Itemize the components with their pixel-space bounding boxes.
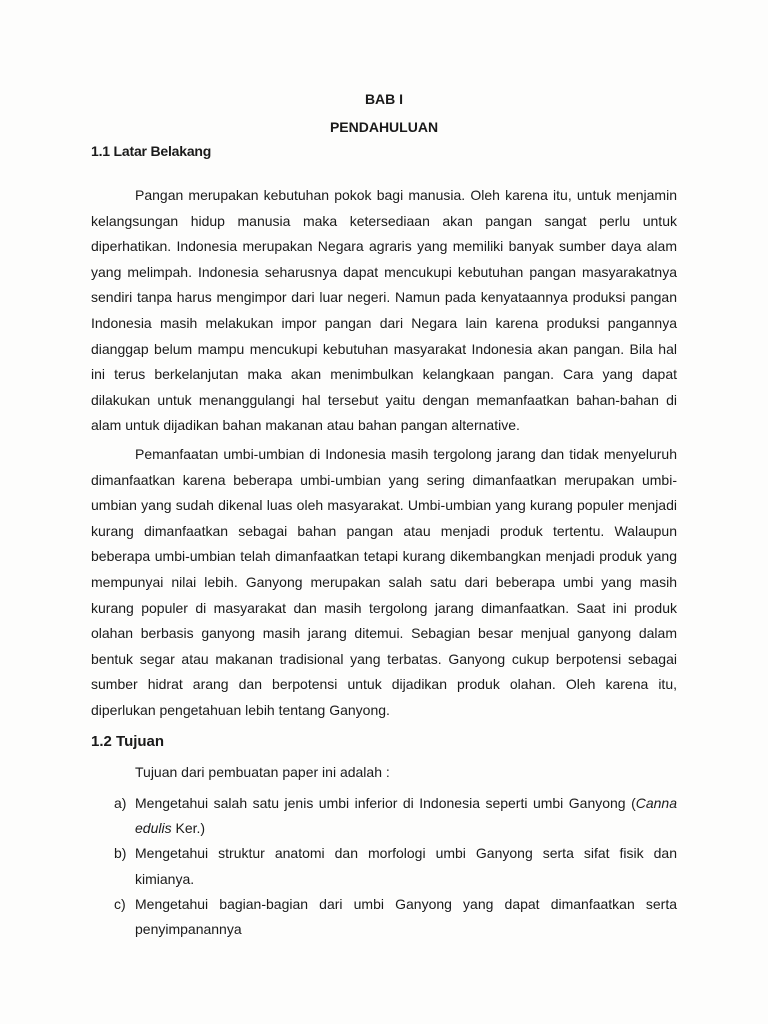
list-item-text: Mengetahui salah satu jenis umbi inferior di Indonesia seperti umbi Ganyong ( [135,795,636,811]
section-heading-latar-belakang: 1.1 Latar Belakang [91,143,212,159]
chapter-title: PENDAHULUAN [329,119,439,135]
list-marker: a) [114,795,127,811]
list-item-text-end: Ker.) [171,820,206,837]
list-item [91,892,677,942]
species-name: Canna edulis [135,795,677,837]
list-marker: b) [114,845,127,862]
list-item [91,791,677,841]
section-heading-tujuan: 1.2 Tujuan [91,733,165,750]
list-item [91,841,677,891]
list-item-text: Mengetahui bagian-bagian dari umbi Ganyong yang dapat dimanfaatkan serta penyimpanannya [135,895,677,938]
goals-list [91,791,677,942]
goals-intro: Tujuan dari pembuatan paper ini adalah : [135,764,390,780]
paragraph: Pemanfaatan umbi-umbian di Indonesia masih tergolong jarang dan tidak menyeluruh dimanfaatkan karena beberapa umbi-umbian yang sering dimanfaatkan merupakan umbi-umbian yang sudah dikenal luas oleh masyarakat. Umbi-umbian yang kurang populer menjadi kurang dimanfaatkan sebagai bahan pangan atau menjadi produk tertentu. Walaupun beberapa umbi-umbian telah dimanfaatkan tetapi kurang dikembangkan menjadi produk yang mempunyai nilai lebih. Ganyong merupakan salah satu dari beberapa umbi yang masih kurang populer di masyarakat dan masih tergolong jarang dimanfaatkan. Saat ini produk olahan berbasis ganyong masih jarang ditemui. Sebagian besar menjual ganyong dalam bentuk segar atau makanan tradisional yang terbatas. Ganyong cukup berpotensi sebagai sumber hidrat arang dan berpotensi untuk dijadikan produk olahan. Oleh karena itu, diperlukan pengetahuan lebih tentang Ganyong. [91,446,677,718]
chapter-label: BAB I [364,91,404,107]
list-item-text: Mengetahui struktur anatomi dan morfologi umbi Ganyong serta sifat fisik dan kimianya. [135,845,677,887]
list-marker: c) [114,895,126,912]
paragraph: Pangan merupakan kebutuhan pokok bagi manusia. Oleh karena itu, untuk menjamin kelangsungan hidup manusia maka ketersediaan akan pangan sangat perlu untuk diperhatikan. Indonesia merupakan Negara agraris yang memiliki banyak sumber daya alam yang melimpah. Indonesia seharusnya dapat mencukupi kebutuhan pangan masyarakatnya sendiri tanpa harus mengimpor dari luar negeri. Namun pada kenyataannya produksi pangan Indonesia masih melakukan impor pangan dari Negara lain karena produksi pangannya dianggap belum mampu mencukupi kebutuhan masyarakat Indonesia akan pangan. Bila hal ini terus berkelanjutan maka akan menimbulkan kelangkaan pangan. Cara yang dapat dilakukan untuk menanggulangi hal tersebut yaitu dengan memanfaatkan bahan-bahan di alam untuk dijadikan bahan makanan atau bahan pangan alternative. [91,187,677,434]
